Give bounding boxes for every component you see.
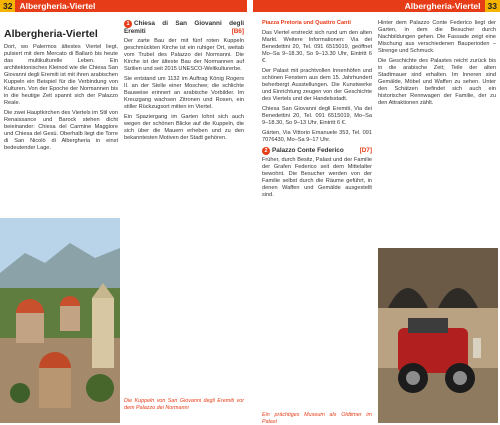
section-heading xyxy=(124,20,244,36)
photo-caption: Die Kuppeln von San Giovanni degli Eremiti vor dem Palazzo dei Normanni xyxy=(124,398,244,411)
page-number-left: 32 xyxy=(0,0,15,12)
page-header-left xyxy=(0,0,247,12)
page-header-right xyxy=(253,0,500,12)
section-heading xyxy=(262,147,372,155)
map-reference: [B6] xyxy=(231,28,244,35)
column-3 xyxy=(262,20,372,202)
paragraph: Die zwei Hauptkirchen des Viertels im Stil von Renaissance und Barock stehen dicht beieinander: Chiesa del Carmine Maggiore und Chiesa del Gesù. Oberhalb liegt die Torre di San Nicolò di Albergheria in einst bedeutender Lage. xyxy=(4,110,118,151)
header-title-right: Albergheria-Viertel xyxy=(404,1,481,11)
header-title-left: Albergheria-Viertel xyxy=(19,1,96,11)
section-title: Palazzo Conte Federico xyxy=(272,147,344,154)
page-title: Albergheria-Viertel xyxy=(4,28,98,40)
section-title: Chiesa di San Giovanni degli Eremiti xyxy=(124,20,244,35)
paragraph: Hinter dem Palazzo Conte Federico liegt der Garten, in dem die Besucher durch Nachbildungen gehen. Die Fassade zeigt eine Mischung aus verschiedenen Bauperioden – Strenge und Schmuck. xyxy=(378,20,496,54)
paragraph: Der zarte Bau der mit fünf roten Kuppeln geschmückten Kirche ist ein ruhiger Ort, weitab vom Trubel des Palazzo dei Normanni. Die Kirche ist der älteste Bau der Normannen auf Sizilien und seit 2015 UNESCO-Weltkulturerbe. xyxy=(124,37,244,72)
section-number-badge: 1 xyxy=(124,20,132,28)
column-4 xyxy=(378,20,496,110)
subheading: Piazza Pretoria und Quattro Canti xyxy=(262,20,351,26)
photo-caption: Ein prächtiges Museum als Oldtimer im Palast xyxy=(262,412,372,425)
info-item: Chiesa San Giovanni degli Eremiti, Via dei Benedettini 20, Tel. 091 6515019, Mo–Sa 9–18.30, So 9–13 Uhr, Eintritt 6 €. xyxy=(262,106,372,126)
column-1 xyxy=(4,20,118,155)
column-2 xyxy=(124,20,244,145)
paragraph: Ein Spaziergang im Garten lohnt sich auch wegen der schönen Blicke auf die Kuppeln, die sich über die Mauern erheben und zu den bekanntesten Motiven der Stadt gehören. xyxy=(124,113,244,141)
church-domes-photo xyxy=(0,218,120,423)
caption-block xyxy=(124,396,244,411)
paragraph: Der Palast mit prachtvollen Innenhöfen und schönen Fenstern aus dem 15. Jahrhundert beherbergt Ausstellungen. Die Kunstwerke und Einrichtung zeugen von der Geschichte des Viertels und der Handelsstadt. xyxy=(262,68,372,102)
info-item: Gärten, Via Vittorio Emanuele 353, Tel. 091 7076430, Mo–Sa 9–17 Uhr. xyxy=(262,130,372,143)
paragraph: Früher, durch Besitz, Palast und der Familie der Grafen Federico seit dem Mittelalter bewohnt. Die Besucher werden von der Familie selbst durch die Räume geführt, in denen Waffen und Gemälde ausgestellt sind. xyxy=(262,157,372,198)
paragraph: Das Viertel erstreckt sich rund um den alten Markt. Weitere Informationen: Via dei Benedettini 20, Tel. 091 6515019, geöffnet Mo–Sa 9–18.30, So 9–13.30 Uhr, Eintritt 6 €. xyxy=(262,30,372,64)
page-number-right: 33 xyxy=(485,0,500,12)
vintage-car-photo xyxy=(378,248,498,423)
paragraph: Die Geschichte des Palastes reicht zurück bis in die arabische Zeit; Teile der alten Stadtmauer sind erhalten. Im Inneren sind Gemälde, Möbel und Waffen zu sehen. Unter den Schätzen befindet sich auch ein historischer Rennwagen der Familie, der zu den Attraktionen zählt. xyxy=(378,58,496,106)
map-reference: [D7] xyxy=(359,147,372,154)
section-number-badge: 2 xyxy=(262,147,270,155)
intro-paragraph: Dort, wo Palermos ältestes Viertel liegt, pulsiert mit dem Mercato di Ballarò bis heute das multikulturelle Leben. Ein architektonisches Kleinod wie die Chiesa San Giovanni degli Eremiti ist mit ihren arabischen Kuppeln ein Beispiel für die Verbindung von Kulturen. Von der Epoche der Normannen bis in die heutige Zeit spannt sich der Palazzo Reale. xyxy=(4,44,118,106)
paragraph: Sie entstand um 1132 im Auftrag König Rogers II. an der Stelle einer Moschee; die schlichte Bauweise erinnert an arabische Vorbilder. Im Kreuzgang wachsen Zitronen und Rosen, ein stiller Rückzugsort mitten im Viertel. xyxy=(124,75,244,110)
